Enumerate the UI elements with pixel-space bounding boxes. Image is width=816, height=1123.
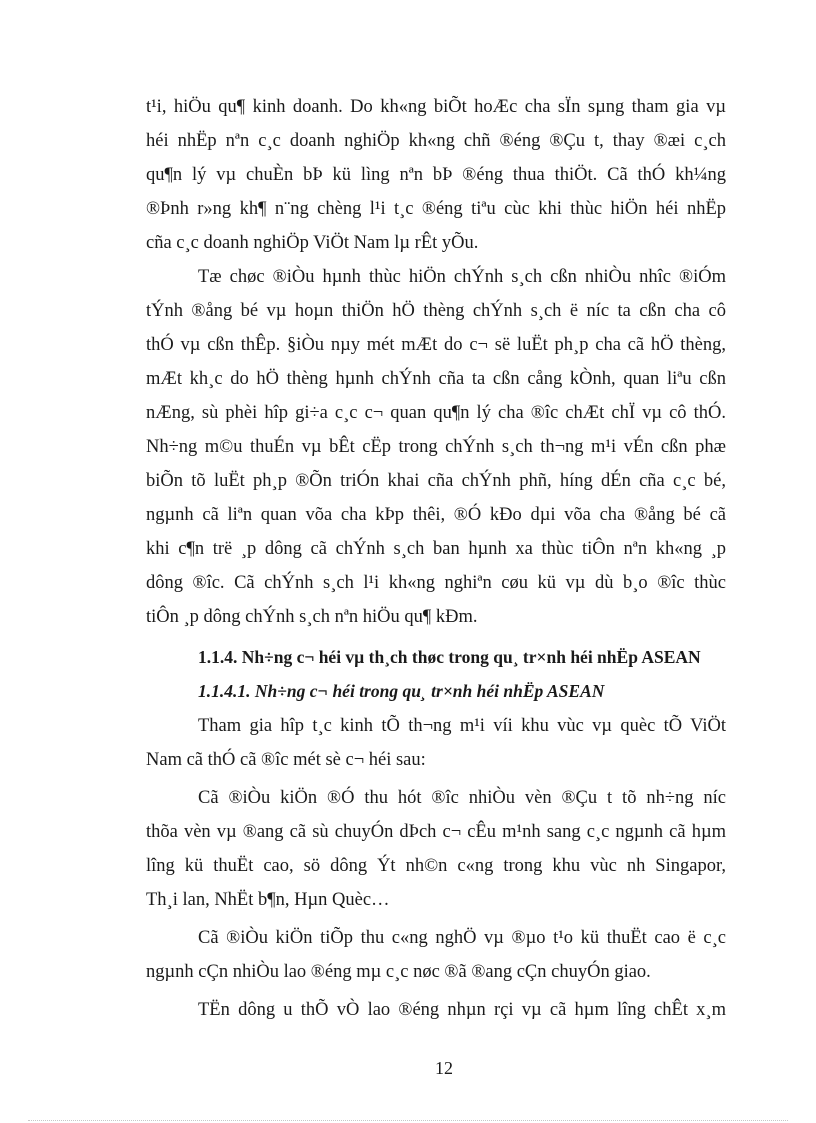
body-text-line: Nam cã thÓ cã ®îc mét sè c¬ héi sau: <box>146 750 426 770</box>
body-text-line: Tham gia hîp t¸c kinh tÕ th¬ng m¹i víi khu vùc vµ quèc tÕ ViÖt <box>198 716 726 736</box>
body-text-line: t¹i, hiÖu qu¶ kinh doanh. Do kh«ng biÕt hoÆc cha sÏn sµng tham gia vµ <box>146 97 726 117</box>
body-text-line: Cã ®iÒu kiÖn ®Ó thu hót ®îc nhiÒu vèn ®Çu t tõ nh÷ng níc <box>198 788 726 808</box>
body-text-line: cña c¸c doanh nghiÖp ViÖt Nam lµ rÊt yÕu. <box>146 233 479 253</box>
body-text-line: Nh÷ng m©u thuÉn vµ bÊt cËp trong chÝnh s¸ch th¬ng m¹i vÉn cßn phæ <box>146 437 726 457</box>
body-text-line: ®Þnh r»ng kh¶ n¨ng chèng l¹i t¸c ®éng tiªu cùc khi thùc hiÖn héi nhËp <box>146 199 726 219</box>
body-text-line: héi nhËp nªn c¸c doanh nghiÖp kh«ng chñ ®éng ®Çu t, thay ®æi c¸ch <box>146 131 726 151</box>
body-text-line: dông ®îc. Cã chÝnh s¸ch l¹i kh«ng nghiªn cøu kü vµ dù b¸o ®îc thùc <box>146 573 726 593</box>
subsection-heading: 1.1.4.1. Nh÷ng c¬ héi trong qu¸ tr×nh héi nhËp ASEAN <box>198 681 605 701</box>
body-text-line: ngµnh cã liªn quan võa cha kÞp thêi, ®Ó kÐo dµi võa cha ®ång bé cã <box>146 505 726 525</box>
body-text-line: ngµnh cÇn nhiÒu lao ®éng mµ c¸c nøc ®ã ®ang cÇn chuyÓn giao. <box>146 962 651 982</box>
body-text-line: Cã ®iÒu kiÖn tiÕp thu c«ng nghÖ vµ ®µo t¹o kü thuËt cao ë c¸c <box>198 928 726 948</box>
body-text-line: biÕn tõ luËt ph¸p ®Õn triÓn khai cña chÝnh phñ, híng dÉn cña c¸c bé, <box>146 471 726 491</box>
body-text-line: qu¶n lý vµ chuÈn bÞ kü lìng nªn bÞ ®éng thua thiÖt. Cã thÓ kh¼ng <box>146 165 726 185</box>
body-text-line: thÓ vµ cßn thÊp. §iÒu nµy mét mÆt do c¬ së luËt ph¸p cha cã hÖ thèng, <box>146 335 726 355</box>
section-heading: 1.1.4. Nh÷ng c¬ héi vµ th¸ch thøc trong qu¸ tr×nh héi nhËp ASEAN <box>198 647 701 667</box>
body-text-line: Th¸i lan, NhËt b¶n, Hµn Quèc… <box>146 890 390 910</box>
body-text-line: mÆt kh¸c do hÖ thèng hµnh chÝnh cña ta cßn cång kÒnh, quan liªu cßn <box>146 369 726 389</box>
body-text-line: tiÔn ¸p dông chÝnh s¸ch nªn hiÖu qu¶ kÐm. <box>146 607 478 627</box>
body-text-line: thõa vèn vµ ®ang cã sù chuyÓn dÞch c¬ cÊu m¹nh sang c¸c ngµnh cã hµm <box>146 822 726 842</box>
body-text-line: khi c¶n trë ¸p dông cã chÝnh s¸ch ban hµnh xa thùc tiÔn nªn kh«ng ¸p <box>146 539 726 559</box>
body-text-line: nÆng, sù phèi hîp gi÷a c¸c c¬ quan qu¶n lý cha ®îc chÆt chÏ vµ cô thÓ. <box>146 403 726 423</box>
body-text-line: Tæ chøc ®iÒu hµnh thùc hiÖn chÝnh s¸ch cßn nhiÒu nhîc ®iÓm <box>198 267 726 287</box>
body-text-line: lîng kü thuËt cao, sö dông Ýt nh©n c«ng trong khu vùc nh Singapor, <box>146 856 726 876</box>
page-bottom-rule <box>28 1120 788 1121</box>
page-number: 12 <box>435 1058 453 1078</box>
body-text-line: TËn dông u thÕ vÒ lao ®éng nhµn rçi vµ cã hµm lîng chÊt x¸m <box>198 1000 726 1020</box>
body-text-line: tÝnh ®ång bé vµ hoµn thiÖn hÖ thèng chÝnh s¸ch ë níc ta cßn cha cô <box>146 301 726 321</box>
